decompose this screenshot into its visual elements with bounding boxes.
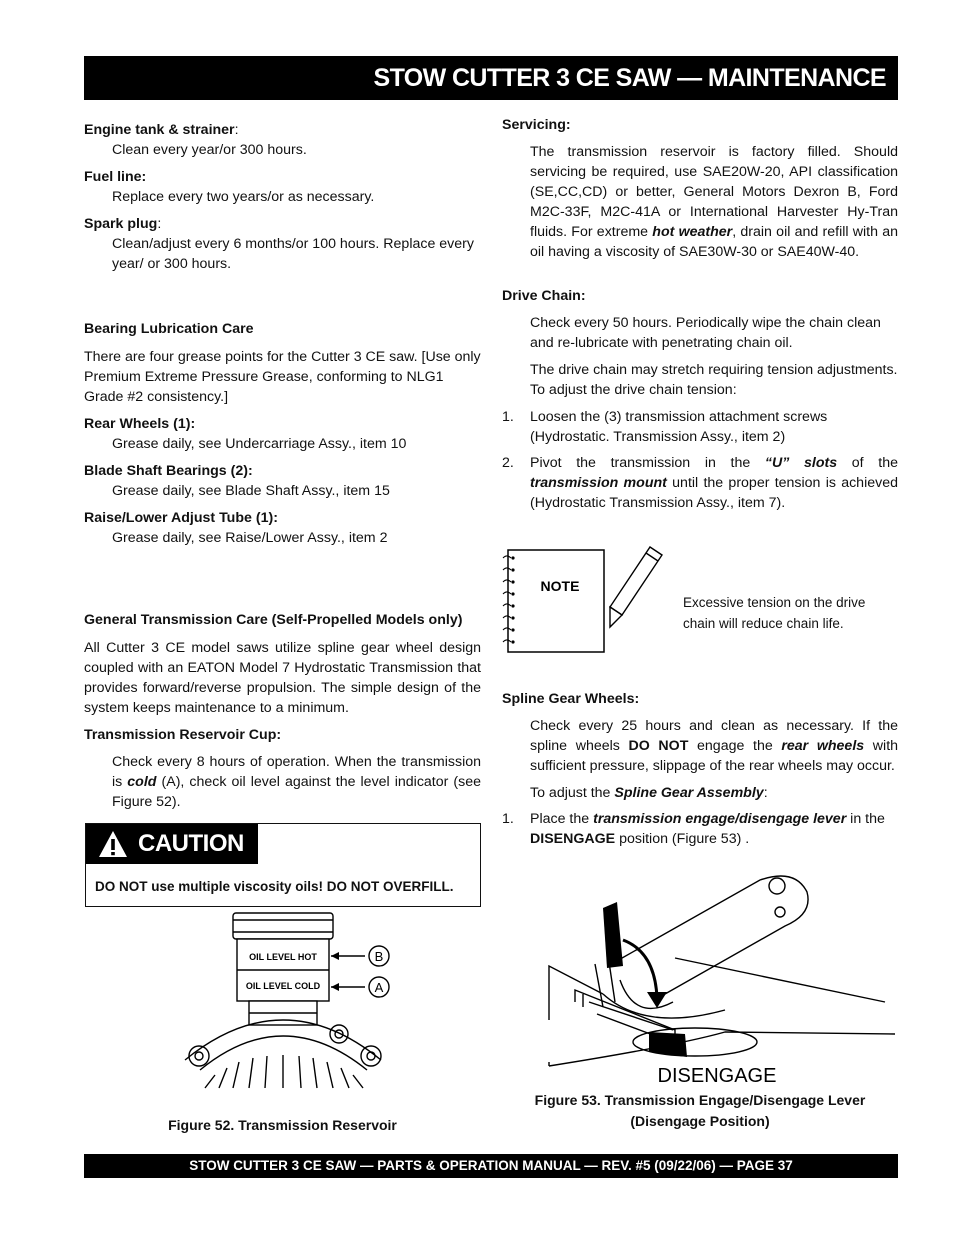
disengage-label: DISENGAGE [657,1065,777,1087]
spark-plug-text: Clean/adjust every 6 months/or 100 hours. Replace every year/ or 300 hours. [112,236,474,272]
fuel-line-text: Replace every two years/or as necessary. [112,189,375,205]
oil-level-cold-label: OIL LEVEL COLD [245,981,321,991]
drive-chain-p1: Check every 50 hours. Periodically wipe the chain clean and re-lubricate with penetrating chain oil. [530,315,881,351]
transmission-intro: All Cutter 3 CE model saws utilize spline gear wheel design coupled with an EATON Model 7 Hydrostatic Transmission that provides forward/reverse propulsion. The simple design of the system keeps maintenance to a minimum. [84,640,481,716]
bearing-intro: There are four grease points for the Cutter 3 CE saw. [Use only Premium Extreme Pressure Grease, conforming to NLG1 Grade #2 consistency.] [84,349,481,405]
fuel-line-label: Fuel line: [84,169,147,185]
note-label: NOTE [540,578,580,594]
caution-box [85,823,481,907]
figure-53-caption-line-2: (Disengage Position) [630,1113,770,1129]
spline-step-1: 1. Place the transmission engage/disengage lever in the DISENGAGE position (Figure 53) . [502,811,885,847]
right-column [502,115,898,513]
engage-disengage-lever-figure [545,862,895,1087]
figure-53-caption-line-1: Figure 53. Transmission Engage/Disengage Lever [534,1092,866,1108]
oil-level-hot-label: OIL LEVEL HOT [249,952,317,962]
callout-a: A [374,980,384,995]
engine-tank-label: Engine tank & strainer: [84,122,239,138]
transmission-reservoir-figure [175,910,415,1090]
engine-tank-text: Clean every year/or 300 hours. [112,142,307,158]
caution-word: CAUTION [138,830,244,857]
page-footer [84,1154,898,1178]
drive-chain-step-1: 1. Loosen the (3) transmission attachment screws (Hydrostatic. Transmission Assy., item 2) [502,409,828,445]
note-notebook-icon [502,548,606,654]
transmission-heading: General Transmission Care (Self-Propelled Models only) [84,612,463,628]
page-title: STOW CUTTER 3 CE SAW — MAINTENANCE [373,64,886,92]
spline-heading: Spline Gear Wheels: [502,691,640,707]
drive-chain-heading: Drive Chain: [502,288,586,304]
rear-wheels-label: Rear Wheels (1): [84,416,196,432]
raise-lower-text: Grease daily, see Raise/Lower Assy., item 2 [112,530,388,546]
callout-b: B [374,949,384,964]
figure-52-caption: Figure 52. Transmission Reservoir [168,1117,397,1133]
reservoir-cup-heading: Transmission Reservoir Cup: [84,727,282,743]
note-text: Excessive tension on the drive chain will reduce chain life. [683,595,866,631]
footer-text: STOW CUTTER 3 CE SAW — PARTS & OPERATION MANUAL — REV. #5 (09/22/06) — PAGE 37 [189,1158,793,1173]
figure-53-caption [502,1090,898,1132]
spline-p1: Check every 25 hours and clean as necessary. If the spline wheels DO NOT engage the rear wheels with sufficient pressure, slippage of the rear wheels may occur. [530,718,899,774]
drive-chain-step-2: 2. Pivot the transmission in the “U” slots of the transmission mount until the proper tension is achieved (Hydrostatic Transmission Assy., item 7). [502,455,898,511]
reservoir-cup-text: Check every 8 hours of operation. When the transmission is cold (A), check oil level against the level indicator (see Figure 52). [112,754,482,810]
drive-chain-p2: The drive chain may stretch requiring tension adjustments. To adjust the drive chain tension: [530,362,898,398]
caution-banner [86,824,258,864]
blade-shaft-text: Grease daily, see Blade Shaft Assy., item 15 [112,483,390,499]
servicing-text: The transmission reservoir is factory filled. Should servicing be required, use SAE20W-20, API classification (SE,CC,CD) or better, General Motors Dexron B, Ford M2C-33F, M2C-41A or International Harvester Hy-Tran fluids. For extreme hot weather, drain oil and refill with an oil having a viscosity of SAE30W-30 or SAE40W-40. [530,144,899,260]
raise-lower-label: Raise/Lower Adjust Tube (1): [84,510,278,526]
page-header [84,56,898,100]
warning-icon [98,830,128,858]
bearing-heading: Bearing Lubrication Care [84,321,254,337]
blade-shaft-label: Blade Shaft Bearings (2): [84,463,253,479]
rear-wheels-text: Grease daily, see Undercarriage Assy., item 10 [112,436,407,452]
caution-text: DO NOT use multiple viscosity oils! DO NOT OVERFILL. [95,879,454,894]
spline-gear-section [502,689,898,849]
left-column [84,120,481,812]
spark-plug-label: Spark plug: [84,216,162,232]
servicing-heading: Servicing: [502,117,571,133]
spline-p2: To adjust the Spline Gear Assembly: [530,785,768,801]
pencil-icon [606,543,668,631]
